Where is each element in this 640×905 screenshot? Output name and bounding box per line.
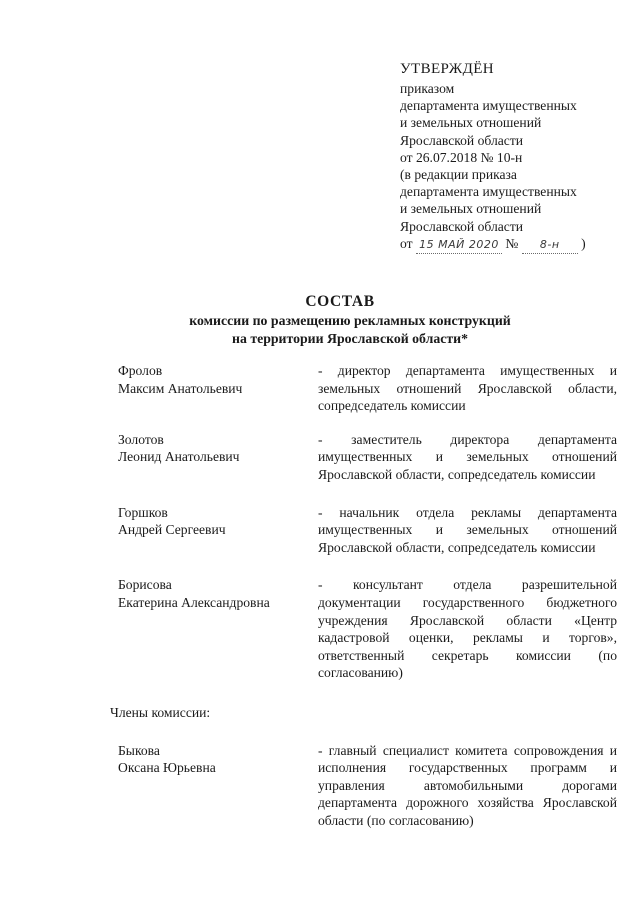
close-paren: ) <box>581 235 586 251</box>
member-row <box>112 504 617 557</box>
document-subtitle-line2: на территории Ярославской области* <box>232 331 468 346</box>
date-prefix: от <box>400 235 413 251</box>
member-name <box>112 504 318 557</box>
member-row <box>112 431 617 484</box>
approval-line: от 26.07.2018 № 10-н <box>400 149 523 165</box>
member-role: - директор департамента имущественных и земельных отношений Ярославской области, сопредседатель комиссии <box>318 363 617 414</box>
approval-block <box>400 60 625 254</box>
document-title-block <box>0 292 640 348</box>
approval-line: и земельных отношений <box>400 115 542 131</box>
approval-line: и земельных отношений <box>400 201 542 217</box>
approval-heading: УТВЕРЖДЁН <box>400 61 495 77</box>
approval-line: приказом <box>400 81 455 96</box>
approval-line: Ярославской области <box>400 132 524 148</box>
number-sign: № <box>505 235 519 251</box>
member-role: - консультант отдела разрешительной документации государственного бюджетного учреждения Ярославской области «Центр кадастровой оценки, рекламы и торгов», ответственный секретарь комиссии (по согласованию) <box>318 577 617 681</box>
member-surname: Золотов <box>118 431 164 447</box>
member-role: - заместитель директора департамента имущественных и земельных отношений Ярославской области, сопредседатель комиссии <box>318 431 617 482</box>
member-given-names: Андрей Сергеевич <box>118 522 226 538</box>
handwritten-order-number: 8-н <box>522 236 578 254</box>
approval-date-line <box>400 235 625 254</box>
member-given-names: Максим Анатольевич <box>118 380 243 396</box>
member-given-names: Екатерина Александровна <box>118 594 270 610</box>
committee-member-row <box>112 742 617 830</box>
member-surname: Борисова <box>118 577 172 593</box>
member-given-names: Леонид Анатольевич <box>118 449 240 465</box>
member-name <box>112 576 318 682</box>
approval-line: (в редакции приказа <box>400 167 517 183</box>
document-subtitle-line1: комиссии по размещению рекламных конструкций <box>189 313 511 328</box>
member-role: - начальник отдела рекламы департамента имущественных и земельных отношений Ярославской области, сопредседатель комиссии <box>318 504 617 555</box>
approval-line: Ярославской области <box>400 218 524 234</box>
member-surname: Быкова <box>118 742 160 758</box>
member-name <box>112 431 318 484</box>
members-list <box>112 362 617 829</box>
member-surname: Горшков <box>118 504 168 520</box>
member-row <box>112 576 617 682</box>
handwritten-date-stamp: 15 МАЙ 2020 <box>416 236 502 254</box>
member-surname: Фролов <box>118 363 163 378</box>
section-label-committee-members: Члены комиссии: <box>110 704 211 720</box>
member-given-names: Оксана Юрьевна <box>118 760 216 776</box>
member-role: - главный специалист комитета сопровождения и исполнения государственных программ и управления автомобильными дорогами департамента дорожного хозяйства Ярославской области (по согласованию) <box>318 742 617 828</box>
approval-line: департамента имущественных <box>400 98 577 114</box>
member-row <box>112 362 617 415</box>
document-title: СОСТАВ <box>305 293 375 310</box>
member-name <box>112 742 318 830</box>
approval-line: департамента имущественных <box>400 184 577 200</box>
member-name <box>112 362 318 415</box>
